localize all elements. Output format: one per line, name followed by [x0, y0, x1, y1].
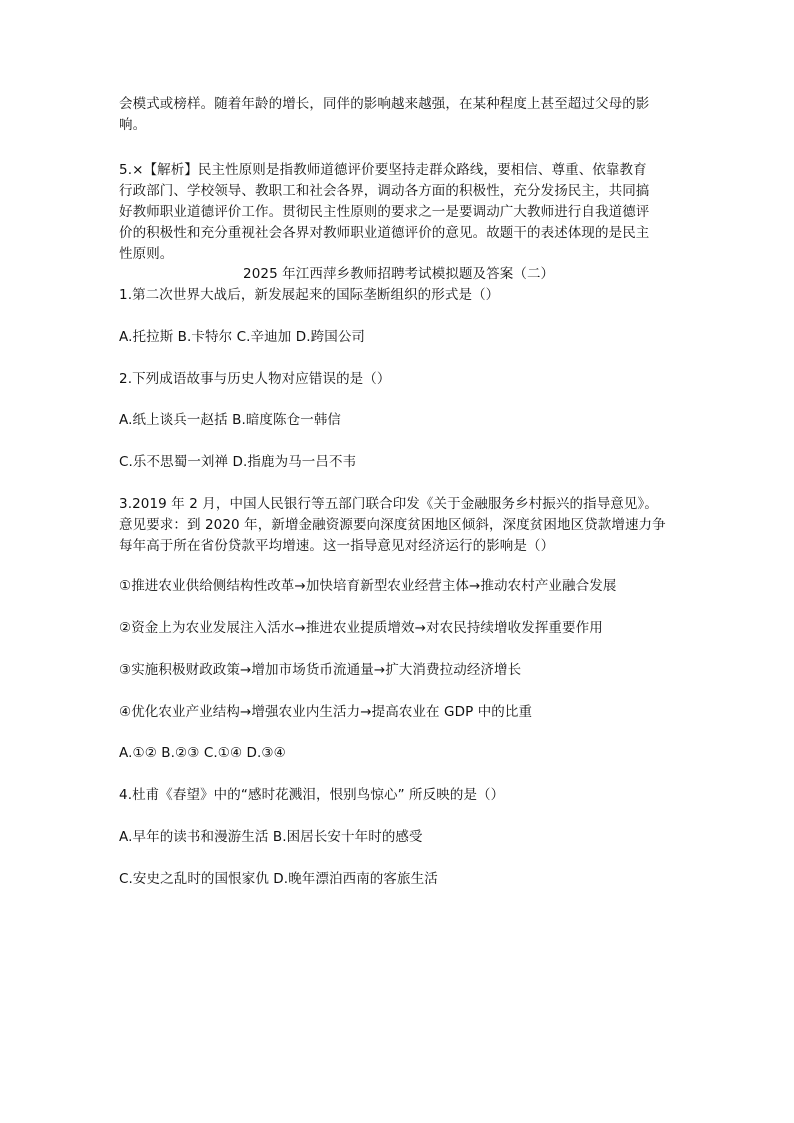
q1-options: A.托拉斯 B.卡特尔 C.辛迪加 D.跨国公司: [119, 329, 366, 345]
answer5-line-4: 价的积极性和充分重视社会各界对教师职业道德评价的意见。故题干的表述体现的是民主: [119, 225, 650, 241]
q3-item-2: ②资金上为农业发展注入活水→推进农业提质增效→对农民持续增收发挥重要作用: [119, 620, 603, 636]
section-title: 2025 年江西萍乡教师招聘考试模拟题及答案（二）: [243, 266, 555, 282]
q3-item-4: ④优化农业产业结构→增强农业内生活力→提高农业在 GDP 中的比重: [119, 704, 533, 720]
answer5-line-3: 好教师职业道德评价工作。贯彻民主性原则的要求之一是要调动广大教师进行自我道德评: [119, 204, 650, 220]
answer5-line-2: 行政部门、学校领导、教职工和社会各界，调动各方面的积极性，充分发扬民主，共同搞: [119, 183, 650, 199]
q3-item-3: ③实施积极财政政策→增加市场货币流通量→扩大消费拉动经济增长: [119, 662, 522, 678]
continuation-line-2: 响。: [119, 117, 147, 133]
q4-question: 4.杜甫《春望》中的“感时花溅泪，恨别鸟惊心” 所反映的是（）: [119, 787, 505, 803]
q4-options-line-2: C.安史之乱时的国恨家仇 D.晚年漂泊西南的客旅生活: [119, 871, 438, 887]
q2-options-line-1: A.纸上谈兵一赵括 B.暗度陈仓一韩信: [119, 412, 342, 428]
q3-question-line-3: 每年高于所在省份贷款平均增速。这一指导意见对经济运行的影响是（）: [119, 538, 555, 554]
answer5-line-5: 性原则。: [119, 246, 174, 262]
q2-options-line-2: C.乐不思蜀一刘禅 D.指鹿为马一吕不韦: [119, 454, 357, 470]
q4-options-line-1: A.早年的读书和漫游生活 B.困居长安十年时的感受: [119, 829, 423, 845]
answer5-line-1: 5.×【解析】民主性原则是指教师道德评价要坚持走群众路线，要相信、尊重、依靠教育: [119, 162, 647, 178]
q3-options: A.①② B.②③ C.①④ D.③④: [119, 745, 286, 761]
q2-question: 2.下列成语故事与历史人物对应错误的是（）: [119, 371, 391, 387]
q3-question-line-2: 意见要求：到 2020 年，新增金融资源要向深度贫困地区倾斜，深度贫困地区贷款增速力争: [119, 517, 666, 533]
continuation-line-1: 会模式或榜样。随着年龄的增长，同伴的影响越来越强，在某种程度上甚至超过父母的影: [119, 96, 650, 112]
q3-question-line-1: 3.2019 年 2 月，中国人民银行等五部门联合印发《关于金融服务乡村振兴的指导意见》。: [119, 496, 658, 512]
q3-item-1: ①推进农业供给侧结构性改革→加快培育新型农业经营主体→推动农村产业融合发展: [119, 578, 617, 594]
q1-question: 1.第二次世界大战后，新发展起来的国际垄断组织的形式是（）: [119, 287, 500, 303]
